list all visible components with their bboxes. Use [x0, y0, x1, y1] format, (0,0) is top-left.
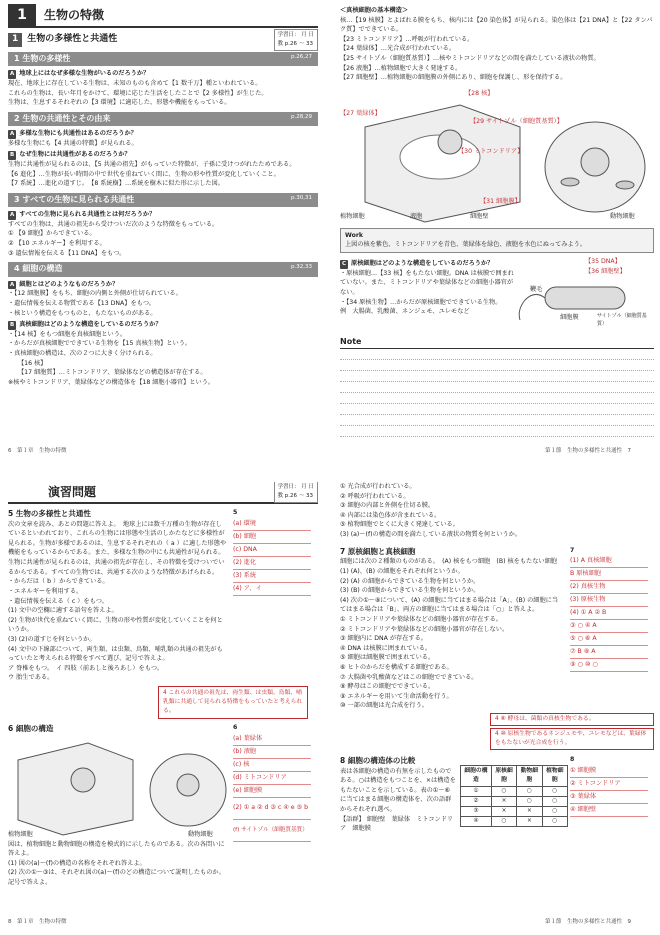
th: 細胞の構造	[461, 765, 492, 786]
text-c3: ③ 遺伝情報を伝える【11 DNA】をもつ。	[8, 249, 126, 257]
q6-answer-d: (d) ミトコンドリア	[233, 772, 311, 785]
text-d5: ・からだが真核細胞でできている生物を【15 真核生物】という。	[8, 340, 192, 348]
q8-answer: ② ミトコンドリア	[570, 778, 648, 791]
q7-2: (2) (A) の細胞からできている生物を何というか。	[340, 577, 480, 585]
q5-answer-2: (2) 進化	[233, 557, 311, 570]
study-date: 学習日： 月 日	[277, 32, 314, 39]
page-6-footer: 6 第１章 生物の特徴	[8, 448, 67, 454]
q7-item: ⑨ エネルギーを用いて生命活動を行う。	[340, 692, 453, 700]
q7-item: ① ミトコンドリアや葉緑体などの細胞小器官が存在する。	[340, 615, 502, 623]
q5-4a: ア 脊椎をもつ。 イ 四肢（前あしと後ろあし）をもつ。	[8, 664, 164, 672]
chapter-title: 生物の特徴	[44, 7, 105, 22]
text-b1: 多様な生物にも【4 共通の特徴】が見られる。	[8, 139, 138, 147]
label-membrane: 細胞膜	[560, 314, 579, 322]
exercise-title: 演習問題	[48, 484, 97, 499]
td: ○	[517, 796, 542, 806]
q8-text: 表は各細胞の構造の有無を示したものである。○は構造をもつことを、×は構造をもたないことを示している。表の①〜⑥に当てはまる細胞の構造体を、次の語群からそれぞれ選べ。	[340, 767, 456, 814]
label-36: 【36 細胞壁】	[585, 268, 626, 276]
q6-cell-illustration	[8, 735, 228, 840]
td: ○	[491, 786, 516, 796]
question-b1: A 多様な生物にも共通性はあるのだろうか？	[10, 130, 137, 138]
work-body: 上図の核を紫色、ミトコンドリアを青色、葉緑体を緑色、液胞を水色にぬってみよう。	[345, 241, 587, 249]
label-cytosol: サイトゾル（細胞質基質）	[597, 313, 647, 327]
text-e3: 例 大腸菌、乳酸菌、ネンジュモ、ユレモなど	[340, 308, 470, 316]
q5-title: 5 生物の多様性と共通性	[8, 509, 91, 518]
q6-answer-a: (a) 葉緑体	[233, 733, 311, 746]
page-8: 演習問題 学習日： 月 日 教 p.26 〜 33 5 生物の多様性と共通性 次の文章を読み、あとの問題に答えよ。 地球上には数千万種の生物が存在しているといわれており、これらの生物には形態や生活のしかたなどに多様性が見られる。生物が多様であるのは、生息するそれぞれの（ a ）に適した形態や機能をもっているからである。また、多様な生物の中にも共通性が見られる。生物に共通性が見られるのは、共通の祖先が存在し、その特徴を受けついでいるからである。すべての生物では、共通する次のような特徴があげられる。 ・からだは（ b ）からできている。 ・エネルギーを利用する。 ・遺伝情報を伝える（ c ）をもつ。 (1) 文中の空欄に適する語句を答えよ。 (2) 生物が世代を重ねていく間に、生物の形や性質が変化していくことを何というか。 (3) (2)の道すじを何というか。 (4) 文中の下線部について、両生類、は虫類、鳥類、哺乳類の共通の祖先がもっていたと考えられる特徴をすべて選び、記号で答えよ。 ア 脊椎をもつ。 イ 四肢（前あしと後ろあし）をもつ。 ウ 胎生である。 5 (a) 環境 (b) 細胞 (c) DNA (2) 進化 (3) 系統 (4) ア、イ 4 これらの共通の祖先は、両生類、は虫類、鳥類、哺乳類に共通して見られる特徴をもっていたと考えられる。 6 細胞の構造 植物細胞 動物細胞 図は、植物細胞と動物細胞の構造を模式的に示したものである。次の各問いに答えよ。 (1) 図の(a)〜(f)の構造の名称をそれぞれ答えよ。 (2) 次の①〜③は、それぞれ図の(a)〜(f)のどの構造について説明したものか。記号で答えよ。 6 (a) 葉緑体 (b) 液胞 (c) 核 (d) ミトコンドリア (e) 細胞膜 (2) ① a ② d ③ c ④ e ⑤ b (f) サイトゾル（細胞質基質）	[8, 482, 318, 922]
td: ×	[517, 806, 542, 816]
q6-figure	[8, 735, 227, 840]
q7-item: ⑦ 大腸菌や乳酸菌などはこの細胞でできている。	[340, 673, 478, 681]
text-b2b: 【6 進化】…生物が長い時間の中で世代を重ねていく間に、生物の形や性質が変化していくこと。	[8, 170, 280, 178]
th: 植物細胞	[542, 765, 567, 786]
note-title: Note	[340, 336, 654, 349]
label-vac: 液胞	[410, 212, 423, 220]
label-27: 【27 葉緑体】	[340, 109, 381, 117]
q5-answer-b: (b) 細胞	[233, 531, 311, 544]
label-28: 【28 核】	[465, 89, 494, 97]
p9-l1: ① 光合成が行われている。	[340, 483, 416, 490]
q7-item: ③ 細胞内に DNA が存在する。	[340, 635, 427, 643]
page-9-footer: 第１節 生物の多様性と共通性 9	[545, 919, 632, 925]
page-8-footer: 8 第１章 生物の特徴	[8, 919, 67, 925]
q6-1: (1) 図の(a)〜(f)の構造の名称をそれぞれ答えよ。	[8, 859, 146, 867]
question-c: A すべての生物に見られる共通性とは何だろうか？	[10, 211, 156, 219]
text-b2c: 【7 系統】…進化の道すじ。 【8 系統樹】…系統を樹木に似た形に示した図。	[8, 180, 224, 188]
heading-2: 2 生物の共通性とその由来 p.28,29	[8, 112, 318, 126]
heading-1: 1 生物の多様性 p.26,27	[8, 52, 318, 66]
td: ×	[517, 816, 542, 826]
td: ①	[461, 786, 492, 796]
q5-answer-a: (a) 環境	[233, 518, 311, 531]
td: ②	[461, 796, 492, 806]
q6-label-animal: 動物細胞	[188, 830, 213, 838]
label-29: 【29 サイトゾル（細胞質基質）】	[470, 117, 563, 125]
label-wall: 細胞壁	[470, 212, 489, 220]
td: ○	[542, 806, 567, 816]
q8-title: 8 細胞の構造体の比較	[340, 755, 416, 765]
text-d7: 【16 核】	[18, 359, 47, 367]
q7-answer: (2) 真核生物	[570, 581, 648, 594]
text-e2: ・【34 原核生物】…からだが原核細胞でできている生物。	[340, 298, 502, 306]
q7-1: (1) (A)、(B) の細胞をそれぞれ何というか。	[340, 567, 464, 575]
q8-answer: ① 細胞膜	[570, 765, 648, 778]
work-title: Work	[345, 231, 364, 239]
structure-title: ＜真核細胞の基本構造＞	[340, 7, 409, 14]
q5-answer-3: (3) 系統	[233, 570, 311, 583]
q8-answer: ④ 細胞壁	[570, 804, 648, 817]
label-30: 【30 ミトコンドリア】	[458, 147, 524, 155]
q7-item: ⑧ 酵母はこの細胞でできている。	[340, 683, 435, 691]
text-d3: ・核という構造をもつものと、もたないものがある。	[8, 309, 157, 317]
page-6	[8, 4, 318, 459]
heading-4: 4 細胞の構造 p.32,33	[8, 262, 318, 276]
text-b2a: 生物に共通性が見られるのは、【5 共通の祖先】がもっていた特徴が、子孫に受けつがれたためである。	[8, 161, 296, 169]
text-pages-8: 教 p.26 〜 33	[277, 493, 313, 499]
td: ③	[461, 806, 492, 816]
q5-b2: ・エネルギーを利用する。	[8, 587, 83, 595]
heading-3: 3 すべての生物に見られる共通性 p.30,31	[8, 193, 318, 207]
page-9: ① 光合成が行われている。 ② 呼吸が行われている。 ③ 細胞の内部と外側を仕切る膜。 ④ 内部には染色体が含まれている。 ⑤ 植物細胞でとくに大きく発達している。 (3) (a)〜(f)の構造の間を満たしている液状の物質を何というか。 7 原核細胞と真核細胞 細胞には次の２種類のものがある。 (A) 核をもつ細胞 (B) 核をもたない細胞 (1) (A)、(B) の細胞をそれぞれ何というか。 (2) (A) の細胞からできている生物を何というか。 (3) (B) の細胞からできている生物を何というか。 (4) 次の①〜⑧について、(A) の細胞に当てはまる場合は「A」、(B) の細胞に当てはまる場合は「B」、両方の細胞に当てはまる場合は「○」と答えよ。 ① ミトコンドリアや葉緑体などの細胞小器官が存在する。 ② ミトコンドリアや葉緑体などの細胞小器官が存在しない。 ③ 細胞内に DNA が存在する。 ④ DNA は核膜に囲まれている。 ⑤ 細胞は細胞膜で囲まれている。 ⑥ ヒトのからだを構成する細胞である。 ⑦ 大腸菌や乳酸菌などはこの細胞でできている。 ⑧ 酵母はこの細胞でできている。 ⑨ エネルギーを用いて生命活動を行う。 ⑩ 一部の細胞は光合成を行う。 7 (1) A 真核細胞 B 原核細胞 (2) 真核生物 (3) 原核生物 (4) ① A ② B ③ ○ ④ A ⑤ ○ ⑥ A ⑦ B ⑧ A ⑨ ○ ⑩ ○ 4 ⑧ 酵母は、菌類の真核生物である。 4 ⑩ 原核生物であるネンジュモや、ユレモなどは、葉緑体をもたないが光合成を行う。 8 細胞の構造体の比較 表は各細胞の構造の有無を示したものである。○は構造をもつことを、×は構造をもたないことを示している。表の①〜⑥に当てはまる細胞の構造体を、次の語群からそれぞれ選べ。 【語群】 細胞壁 葉緑体 ミトコンドリア 細胞膜 細胞の構造 原核細胞 動物細胞 植物細胞 ① ○ ○ ○ ② × ○ ○ ③ × × ○ ④ ○ × ○ 8 ① 細胞膜 ② ミトコンドリア ③ 葉緑体 ④ 細胞壁	[340, 482, 654, 922]
th: 動物細胞	[517, 765, 542, 786]
q8-answer: ③ 葉緑体	[570, 791, 648, 804]
cell-diagram	[340, 87, 654, 225]
q5-2: (2) 生物が世代を重ねていく間に、生物の形や性質が変化していくことを何というか。	[8, 616, 223, 634]
td: ○	[542, 816, 567, 826]
q7-item: ⑤ 細胞は細胞膜で囲まれている。	[340, 654, 435, 662]
label-35: 【35 DNA】	[585, 258, 621, 266]
q5-4: (4) 文中の下線部について、両生類、は虫類、鳥類、哺乳類の共通の祖先がもっていたと考えられる特徴をすべて選び、記号で答えよ。	[8, 645, 223, 663]
q5-1: (1) 文中の空欄に適する語句を答えよ。	[8, 607, 118, 615]
q6-answer-e: (e) 細胞膜	[233, 785, 311, 798]
q7-answer: ⑤ ○ ⑥ A	[570, 633, 648, 646]
question-a: A 地球上にはなぜ多様な生物がいるのだろうか？	[10, 70, 150, 78]
section-badge: 1	[8, 33, 22, 47]
q8-table	[460, 765, 568, 827]
prokaryote-figure	[515, 257, 650, 332]
question-e: C 原核細胞はどのような構造をしているのだろうか？	[342, 260, 494, 268]
q7-answer: (3) 原核生物	[570, 594, 648, 607]
q7-answer: ⑨ ○ ⑩ ○	[570, 659, 648, 672]
page-7-footer: 第１節 生物の多様性と共通性 7	[545, 448, 632, 454]
text-a3: 生物は、生息するそれぞれの【3 環境】に適応した、形態や機能をもっている。	[8, 99, 231, 107]
q7-answer: ③ ○ ④ A	[570, 620, 648, 633]
structure-r3: 【24 葉緑体】…光合成が行われている。	[340, 45, 456, 53]
td: ④	[461, 816, 492, 826]
structure-r1: 核…【19 核膜】とよばれる膜をもち、核内には【20 染色体】が見られる。染色体は【21 DNA】と【22 タンパク質】でできている。	[340, 16, 653, 34]
text-d8: 【17 細胞質】…ミトコンドリア、葉緑体などの構造体が存在する。	[18, 369, 207, 377]
text-d6: ・真核細胞の構造は、次の２つに大きく分けられる。	[8, 349, 157, 357]
q7-answer: (4) ① A ② B	[570, 607, 648, 620]
td: ○	[542, 796, 567, 806]
th: 原核細胞	[491, 765, 516, 786]
q6-2: (2) 次の①〜③は、それぞれ図の(a)〜(f)のどの構造について説明したものか。記号で答えよ。	[8, 869, 225, 886]
q7-item: ④ DNA は核膜に囲まれている。	[340, 644, 432, 652]
structure-r2: 【23 ミトコンドリア】…呼吸が行われている。	[340, 35, 474, 43]
text-c2: ② 【10 エネルギー】を利用する。	[8, 240, 106, 248]
q5-3: (3) (2)の道すじを何というか。	[8, 635, 96, 643]
structure-r4: 【25 サイトゾル（細胞質基質）】…核やミトコンドリアなどの間を満たしている液状の物質。	[340, 55, 600, 63]
q7-4: (4) 次の①〜⑧について、(A) の細胞に当てはまる場合は「A」、(B) の細胞に当てはまる場合は「B」、両方の細胞に当てはまる場合は「○」と答えよ。	[340, 596, 559, 614]
td: ○	[542, 786, 567, 796]
q5-4b: ウ 胎生である。	[8, 674, 54, 682]
text-a1: 現在、地球上に存在している生物は、未知のものも含めて【1 数千万】種といわれている。	[8, 80, 262, 87]
question-b2: B なぜ生物には共通性があるのだろうか？	[10, 151, 131, 159]
q7-answer: B 原核細胞	[570, 568, 648, 581]
p9-l5: ⑤ 植物細胞でとくに大きく発達している。	[340, 521, 459, 529]
q8-group: 【語群】 細胞壁 葉緑体 ミトコンドリア 細胞膜	[340, 815, 454, 833]
td: ○	[517, 786, 542, 796]
q6-answer-c: (c) 核	[233, 759, 311, 772]
q7-text: 細胞には次の２種類のものがある。 (A) 核をもつ細胞 (B) 核をもたない細胞	[340, 558, 557, 566]
text-d2: ・遺伝情報を伝える物質である【13 DNA】をもつ。	[8, 299, 155, 307]
q7-note-a: 4 ⑧ 酵母は、菌類の真核生物である。	[490, 713, 654, 726]
work-box	[340, 228, 654, 253]
q6-text: 図は、植物細胞と動物細胞の構造を模式的に示したものである。次の各問いに答えよ。	[8, 840, 225, 858]
p9-l4: ④ 内部には染色体が含まれている。	[340, 511, 441, 519]
text-d1: ・【12 細胞膜】をもち、細胞の内側と外側が仕切られている。	[8, 290, 182, 298]
q6-answer-2: (2) ① a ② d ③ c ④ e ⑤ b	[233, 798, 311, 820]
section-title: 生物の多様性と共通性	[27, 34, 118, 45]
q7-3: (3) (B) の細胞からできている生物を何というか。	[340, 587, 480, 595]
label-plant: 植物細胞	[340, 212, 365, 220]
study-date-8: 学習日： 月 日	[277, 484, 314, 491]
label-animal: 動物細胞	[610, 212, 635, 220]
text-e1: ・原核細胞…【33 核】をもたない細胞。DNA は核膜で囲まれていない。また、ミトコンドリアや葉緑体などの細胞小器官がない。	[340, 269, 514, 296]
question-d2: B 真核細胞はどのような構造をしているのだろうか？	[10, 321, 162, 329]
text-c1: ① 【9 細胞】からできている。	[8, 230, 96, 238]
structure-r5: 【26 液胞】…植物細胞で大きく発達する。	[340, 64, 462, 72]
p9-l2: ② 呼吸が行われている。	[340, 492, 410, 500]
q7-item: ⑥ ヒトのからだを構成する細胞である。	[340, 663, 453, 671]
text-d4: ・【14 核】をもつ細胞を真核細胞という。	[8, 330, 127, 338]
q5-b1: ・からだは（ b ）からできている。	[8, 578, 109, 586]
text-a2: これらの生物は、長い年月をかけて、環境に応じた生活をしたことで【2 多様性】が生じた。	[8, 89, 268, 97]
question-d1: A 細胞とはどのようなものだろうか？	[10, 280, 119, 288]
structure-r6: 【27 細胞壁】…植物細胞の細胞膜の外側にあり、細胞を保護し、形を保持する。	[340, 74, 567, 82]
label-flagellum: 鞭毛	[530, 286, 543, 294]
q7-note-b: 4 ⑩ 原核生物であるネンジュモや、ユレモなどは、葉緑体をもたないが光合成を行う。	[490, 728, 654, 750]
q7-answer: ⑦ B ⑧ A	[570, 646, 648, 659]
td: ○	[491, 816, 516, 826]
q5-answer-c: (c) DNA	[233, 544, 311, 557]
q7-item: ⑩ 一部の細胞は光合成を行う。	[340, 702, 428, 710]
q5-text: 次の文章を読み、あとの問題に答えよ。 地球上には数千万種の生物が存在しているといわれており、これらの生物には形態や生活のしかたなどに多様性が見られる。生物が多様であるのは、生息するそれぞれの（ a ）に適した形態や機能をもっているからである。また、多様な生物の中にも共通性が見られる。生物に共通性が見られるのは、共通の祖先が存在し、その特徴を受けついでいるからである。すべての生物では、共通する次のような特徴があげられる。	[8, 520, 227, 576]
text-c0: すべての生物は、共通の祖先から受けついだ次のような特徴をもっている。	[8, 220, 219, 228]
q5-b3: ・遺伝情報を伝える（ c ）をもつ。	[8, 597, 108, 605]
q7-title: 7 原核細胞と真核細胞	[340, 546, 416, 556]
q6-answer-f: (f) サイトゾル（細胞質基質）	[233, 820, 311, 842]
p9-l6: (3) (a)〜(f)の構造の間を満たしている液状の物質を何というか。	[340, 531, 522, 539]
q6-label-plant: 植物細胞	[8, 830, 33, 838]
q6-answer-b: (b) 液胞	[233, 746, 311, 759]
td: ×	[491, 796, 516, 806]
q6-title: 6 細胞の構造	[8, 723, 54, 733]
td: ×	[491, 806, 516, 816]
chapter-badge: 1	[8, 4, 36, 26]
p9-l3: ③ 細胞の内部と外側を仕切る膜。	[340, 502, 435, 510]
text-d9: ※核やミトコンドリア、葉緑体などの構造体を【18 細胞小器官】という。	[8, 378, 215, 386]
page-7	[340, 4, 654, 459]
text-pages: 教 p.26 〜 33	[277, 41, 313, 47]
q7-answer: (1) A 真核細胞	[570, 555, 648, 568]
q5-answer-4: (4) ア、イ	[233, 583, 311, 596]
label-31: 【31 細胞膜】	[480, 197, 521, 205]
q7-item: ② ミトコンドリアや葉緑体などの細胞小器官が存在しない。	[340, 625, 509, 633]
q5-note: 4 これらの共通の祖先は、両生類、は虫類、鳥類、哺乳類に共通して見られる特徴をもっていたと考えられる。	[158, 686, 308, 719]
